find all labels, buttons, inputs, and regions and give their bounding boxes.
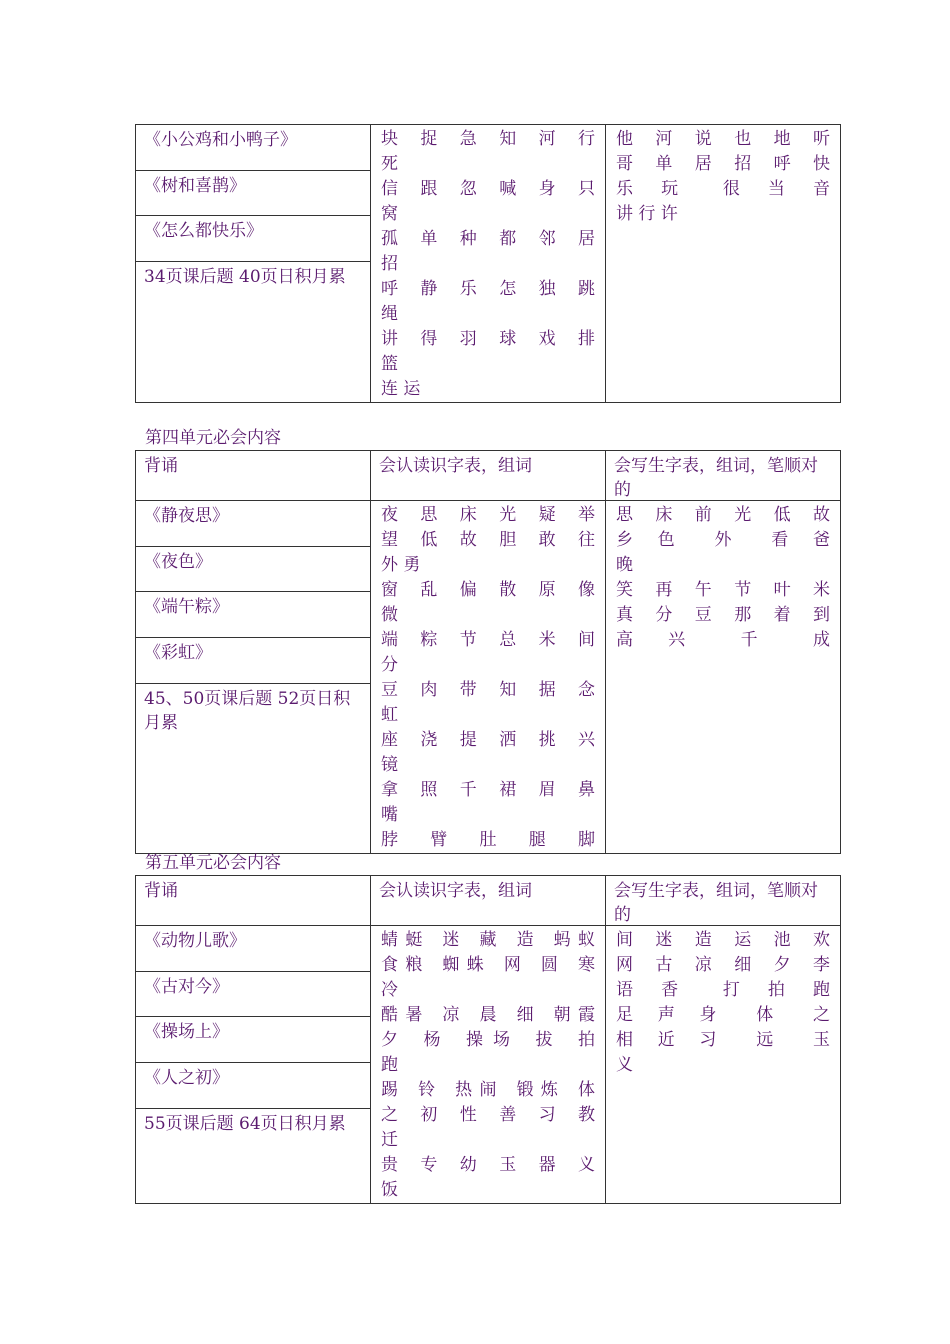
char-line: 思 床 前 光 低 故 xyxy=(616,505,830,525)
char-line: 块 捉 急 知 河 行 xyxy=(381,129,595,149)
write-chars-cell xyxy=(606,501,841,854)
header-read: 会认读识字表，组词 xyxy=(379,881,532,901)
char-line: 孤 单 种 都 邻 居 xyxy=(381,229,595,249)
char-line: 呼 静 乐 怎 独 跳 xyxy=(381,279,595,299)
char-line: 间 迷 造 运 池 欢 xyxy=(616,930,830,950)
char-line: 乡 色 外 看 爸 xyxy=(616,530,830,550)
lesson-item: 45、50页课后题 52页日积月累 xyxy=(144,689,351,733)
header-write: 会写生字表，组词，笔顺对的 xyxy=(614,456,818,500)
char-line: 夜 思 床 光 疑 举 xyxy=(381,505,595,525)
char-line: 信 跟 忽 喊 身 只 xyxy=(381,179,595,199)
char-line: 饭 xyxy=(381,1180,398,1200)
char-line: 相 近 习 远 玉 xyxy=(616,1030,830,1050)
lesson-item: 34页课后题 40页日积月累 xyxy=(144,267,346,287)
char-line: 外 勇 xyxy=(381,555,421,575)
char-line: 微 xyxy=(381,605,398,625)
read-chars-cell xyxy=(371,926,606,1204)
section-4 xyxy=(135,426,841,854)
char-line: 冷 xyxy=(381,980,398,1000)
char-line: 他 河 说 也 地 听 xyxy=(616,129,830,149)
char-line: 迁 xyxy=(381,1130,398,1150)
lesson-item: 《古对今》 xyxy=(136,972,370,1017)
read-chars-cell xyxy=(371,125,606,403)
char-line: 窗 乱 偏 散 原 像 xyxy=(381,580,595,600)
section-5 xyxy=(135,851,841,1204)
lesson-item: 《静夜思》 xyxy=(136,501,370,547)
char-line: 脖 臂 肚 腿 脚 xyxy=(381,830,595,850)
lesson-item: 《小公鸡和小鸭子》 xyxy=(136,125,370,171)
write-chars-cell xyxy=(606,125,841,403)
section-3 xyxy=(135,124,841,403)
char-line: 连 运 xyxy=(381,379,421,399)
char-line: 篮 xyxy=(381,354,398,374)
read-chars-cell xyxy=(371,501,606,854)
char-line: 死 xyxy=(381,154,398,174)
lesson-item: 《操场上》 xyxy=(136,1017,370,1063)
char-line: 蜻蜓 迷 藏 造 蚂蚁 xyxy=(381,930,595,950)
header-read: 会认读识字表，组词 xyxy=(379,456,532,476)
section-title: 第五单元必会内容 xyxy=(145,853,281,873)
lesson-item: 《端午粽》 xyxy=(136,592,370,638)
char-line: 真 分 豆 那 着 到 xyxy=(616,605,830,625)
char-line: 酷暑 凉 晨 细 朝霞 xyxy=(381,1005,595,1025)
char-line: 望 低 故 胆 敢 往 xyxy=(381,530,595,550)
char-line: 分 xyxy=(381,655,398,675)
lesson-item: 《树和喜鹊》 xyxy=(136,171,370,216)
char-line: 虹 xyxy=(381,705,398,725)
char-line: 义 xyxy=(616,1055,633,1075)
char-line: 乐 玩 很 当 音 xyxy=(616,179,830,199)
unit4-table xyxy=(135,450,841,854)
write-chars-cell xyxy=(606,926,841,1204)
char-line: 拿 照 千 裙 眉 鼻 xyxy=(381,780,595,800)
char-line: 之 初 性 善 习 教 xyxy=(381,1105,595,1125)
header-recite: 背诵 xyxy=(144,881,178,901)
char-line: 足 声 身 体 之 xyxy=(616,1005,830,1025)
char-line: 笑 再 午 节 叶 米 xyxy=(616,580,830,600)
section-title: 第四单元必会内容 xyxy=(145,428,281,448)
lesson-item: 《动物儿歌》 xyxy=(136,926,370,972)
lesson-item: 《人之初》 xyxy=(136,1063,370,1109)
char-line: 哥 单 居 招 呼 快 xyxy=(616,154,830,174)
char-line: 讲 得 羽 球 戏 排 xyxy=(381,329,595,349)
char-line: 贵 专 幼 玉 器 义 xyxy=(381,1155,595,1175)
lesson-item: 55页课后题 64页日积月累 xyxy=(144,1114,346,1134)
char-line: 网 古 凉 细 夕 李 xyxy=(616,955,830,975)
header-write: 会写生字表，组词，笔顺对的 xyxy=(614,881,818,925)
char-line: 踢 铃 热闹 锻炼 体 xyxy=(381,1080,595,1100)
char-line: 晚 xyxy=(616,555,633,575)
char-line: 端 粽 节 总 米 间 xyxy=(381,630,595,650)
char-line: 豆 肉 带 知 据 念 xyxy=(381,680,595,700)
unit5-table xyxy=(135,875,841,1204)
char-line: 招 xyxy=(381,254,398,274)
char-line: 窝 xyxy=(381,204,398,224)
char-line: 座 浇 提 洒 挑 兴 xyxy=(381,730,595,750)
char-line: 食粮 蜘蛛 网 圆 寒 xyxy=(381,955,595,975)
char-line: 语 香 打 拍 跑 xyxy=(616,980,830,1000)
lesson-item: 《夜色》 xyxy=(136,547,370,592)
char-line: 镜 xyxy=(381,755,398,775)
char-line: 跑 xyxy=(381,1055,398,1075)
lesson-item: 《彩虹》 xyxy=(136,638,370,684)
char-line: 夕 杨 操场 拔 拍 xyxy=(381,1030,595,1050)
lesson-item: 《怎么都快乐》 xyxy=(136,216,370,262)
char-line: 高 兴 千 成 xyxy=(616,630,830,650)
char-line: 绳 xyxy=(381,304,398,324)
header-recite: 背诵 xyxy=(144,456,178,476)
char-line: 讲 行 许 xyxy=(616,204,678,224)
char-line: 嘴 xyxy=(381,805,398,825)
unit3-table xyxy=(135,124,841,403)
